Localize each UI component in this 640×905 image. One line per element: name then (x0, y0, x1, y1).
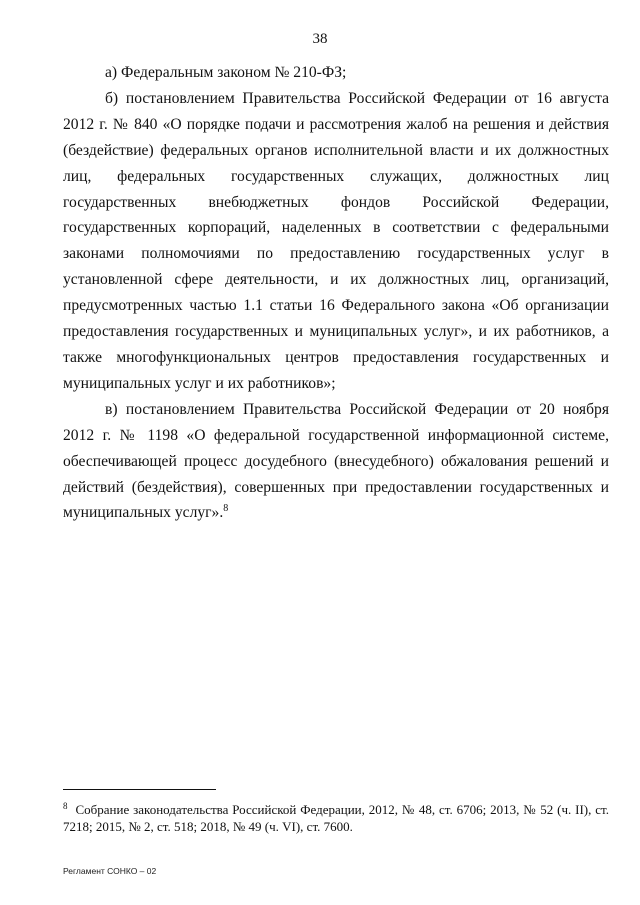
body-text (63, 60, 609, 526)
document-code: Регламент СОНКО – 02 (63, 866, 157, 876)
paragraph-a: а) Федеральным законом № 210-ФЗ; (105, 64, 347, 81)
footnote-separator (63, 789, 216, 790)
paragraph-b: б) постановлением Правительства Российской Федерации от 16 августа 2012 г. № 840 «О порядке подачи и рассмотрения жалоб на решения и действия (бездействие) федеральных органов исполнительной власти и их должностных лиц, федеральных государственных служащих, должностных лиц государственных внебюджетных фондов Российской Федерации, государственных корпораций, наделенных в соответствии с федеральными законами полномочиями по предоставлению государственных услуг в установленной сфере деятельности, и их должностных лиц, организаций, предусмотренных частью 1.1 статьи 16 Федерального закона «Об организации предоставления государственных и муниципальных услуг», и их работников, а также многофункциональных центров предоставления государственных и муниципальных услуг и их работников»; (63, 89, 609, 392)
footnote-text: Собрание законодательства Российской Федерации, 2012, № 48, ст. 6706; 2013, № 52 (ч. II), ст. 7218; 2015, № 2, ст. 518; 2018, № 49 (ч. VI), ст. 7600. (63, 802, 609, 834)
footnote-mark: 8 (63, 800, 68, 811)
footnote-reference: 8 (223, 503, 229, 515)
paragraph-v (63, 397, 609, 527)
footnote (63, 801, 609, 835)
paragraph-v-text: в) постановлением Правительства Российской Федерации от 20 ноября 2012 г. № 1198 «О федеральной государственной информационной системе, обеспечивающей процесс досудебного (внесудебного) обжалования решений и действий (бездействия), совершенных при предоставлении государственных и муниципальных услуг». (63, 400, 609, 522)
page-number: 38 (312, 31, 328, 47)
